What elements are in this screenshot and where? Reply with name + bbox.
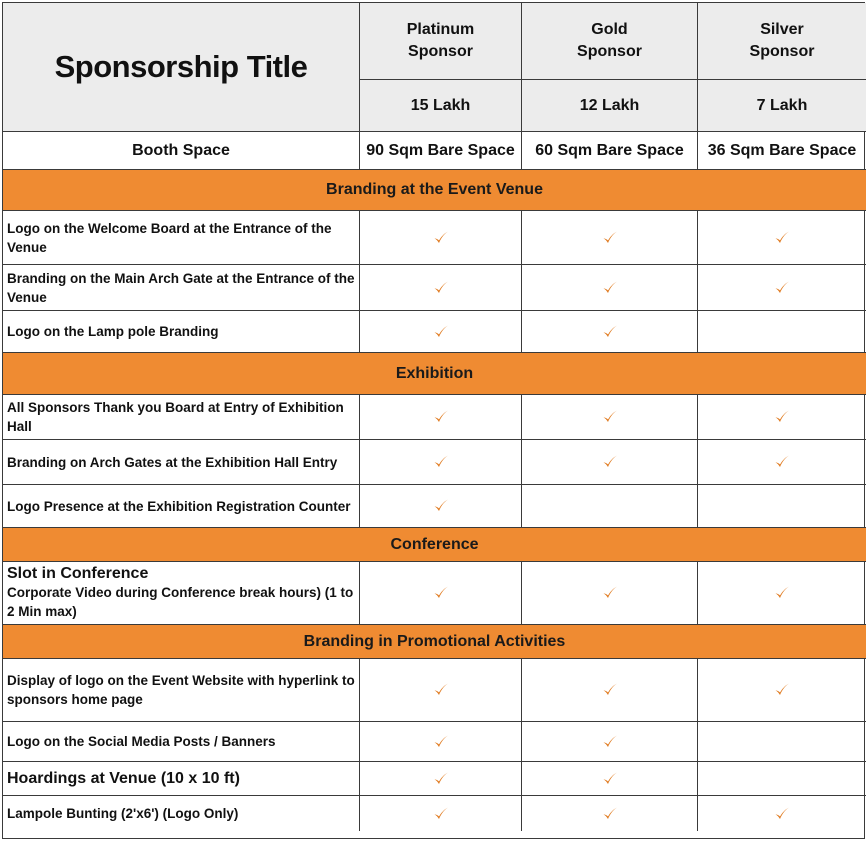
checkmark-icon <box>602 806 618 822</box>
feature-label: Logo on the Lamp pole Branding <box>3 311 360 353</box>
checkmark-icon <box>602 682 618 698</box>
check-cell <box>698 762 866 796</box>
check-cell <box>522 722 698 762</box>
feature-label: Logo on the Social Media Posts / Banners <box>3 722 360 762</box>
check-cell <box>698 485 866 528</box>
feature-label: Logo on the Welcome Board at the Entrance of the Venue <box>3 211 360 265</box>
check-cell <box>698 395 866 440</box>
checkmark-icon <box>774 585 790 601</box>
checkmark-icon <box>433 682 449 698</box>
feature-label: Branding on Arch Gates at the Exhibition Hall Entry <box>3 440 360 485</box>
feature-label <box>3 562 360 625</box>
feature-sub-text: Corporate Video during Conference break hours) (1 to 2 Min max) <box>7 585 354 619</box>
booth-space-label: Booth Space <box>3 132 360 170</box>
check-cell <box>360 659 522 722</box>
check-cell <box>698 796 866 831</box>
section-header: Exhibition <box>3 353 866 395</box>
check-cell <box>360 762 522 796</box>
checkmark-icon <box>602 230 618 246</box>
check-cell <box>698 265 866 311</box>
check-cell <box>698 211 866 265</box>
checkmark-icon <box>602 771 618 787</box>
check-cell <box>360 796 522 831</box>
tier-silver-label: Silver Sponsor <box>749 21 815 60</box>
check-cell <box>360 265 522 311</box>
feature-label: Hoardings at Venue (10 x 10 ft) <box>3 762 360 796</box>
tier-silver-price: 7 Lakh <box>698 80 866 132</box>
check-cell <box>360 485 522 528</box>
check-cell <box>522 659 698 722</box>
check-cell <box>522 211 698 265</box>
check-cell <box>360 440 522 485</box>
tier-platinum-name <box>360 3 522 80</box>
feature-label: Branding on the Main Arch Gate at the Entrance of the Venue <box>3 265 360 311</box>
checkmark-icon <box>433 454 449 470</box>
table-title: Sponsorship Title <box>3 3 360 132</box>
check-cell <box>360 395 522 440</box>
check-cell <box>698 311 866 353</box>
checkmark-icon <box>602 734 618 750</box>
checkmark-icon <box>433 280 449 296</box>
tier-platinum-label: Platinum Sponsor <box>406 21 475 60</box>
checkmark-icon <box>774 806 790 822</box>
checkmark-icon <box>433 734 449 750</box>
tier-silver-name <box>698 3 866 80</box>
checkmark-icon <box>602 324 618 340</box>
check-cell <box>360 562 522 625</box>
checkmark-icon <box>433 230 449 246</box>
checkmark-icon <box>602 585 618 601</box>
checkmark-icon <box>774 280 790 296</box>
checkmark-icon <box>433 806 449 822</box>
tier-gold-name <box>522 3 698 80</box>
check-cell <box>698 562 866 625</box>
checkmark-icon <box>774 454 790 470</box>
check-cell <box>698 659 866 722</box>
feature-label: Display of logo on the Event Website with hyperlink to sponsors home page <box>3 659 360 722</box>
section-header: Branding at the Event Venue <box>3 170 866 211</box>
check-cell <box>522 395 698 440</box>
checkmark-icon <box>433 498 449 514</box>
feature-label: Logo Presence at the Exhibition Registration Counter <box>3 485 360 528</box>
feature-label: Lampole Bunting (2'x6') (Logo Only) <box>3 796 360 831</box>
checkmark-icon <box>433 771 449 787</box>
tier-gold-price: 12 Lakh <box>522 80 698 132</box>
check-cell <box>698 440 866 485</box>
tier-gold-label: Gold Sponsor <box>577 21 642 60</box>
check-cell <box>360 311 522 353</box>
section-header: Conference <box>3 528 866 562</box>
checkmark-icon <box>602 280 618 296</box>
check-cell <box>360 211 522 265</box>
check-cell <box>698 722 866 762</box>
check-cell <box>522 762 698 796</box>
checkmark-icon <box>774 409 790 425</box>
checkmark-icon <box>774 230 790 246</box>
check-cell <box>522 440 698 485</box>
check-cell <box>522 562 698 625</box>
feature-label: All Sponsors Thank you Board at Entry of Exhibition Hall <box>3 395 360 440</box>
booth-silver: 36 Sqm Bare Space <box>698 132 866 170</box>
checkmark-icon <box>602 409 618 425</box>
check-cell <box>360 722 522 762</box>
tier-platinum-price: 15 Lakh <box>360 80 522 132</box>
booth-platinum: 90 Sqm Bare Space <box>360 132 522 170</box>
booth-gold: 60 Sqm Bare Space <box>522 132 698 170</box>
checkmark-icon <box>774 682 790 698</box>
checkmark-icon <box>602 454 618 470</box>
section-header: Branding in Promotional Activities <box>3 625 866 659</box>
check-cell <box>522 796 698 831</box>
feature-main-text: Slot in Conference <box>7 565 149 582</box>
checkmark-icon <box>433 324 449 340</box>
check-cell <box>522 265 698 311</box>
checkmark-icon <box>433 409 449 425</box>
sponsorship-table <box>2 2 865 839</box>
checkmark-icon <box>433 585 449 601</box>
check-cell <box>522 485 698 528</box>
check-cell <box>522 311 698 353</box>
